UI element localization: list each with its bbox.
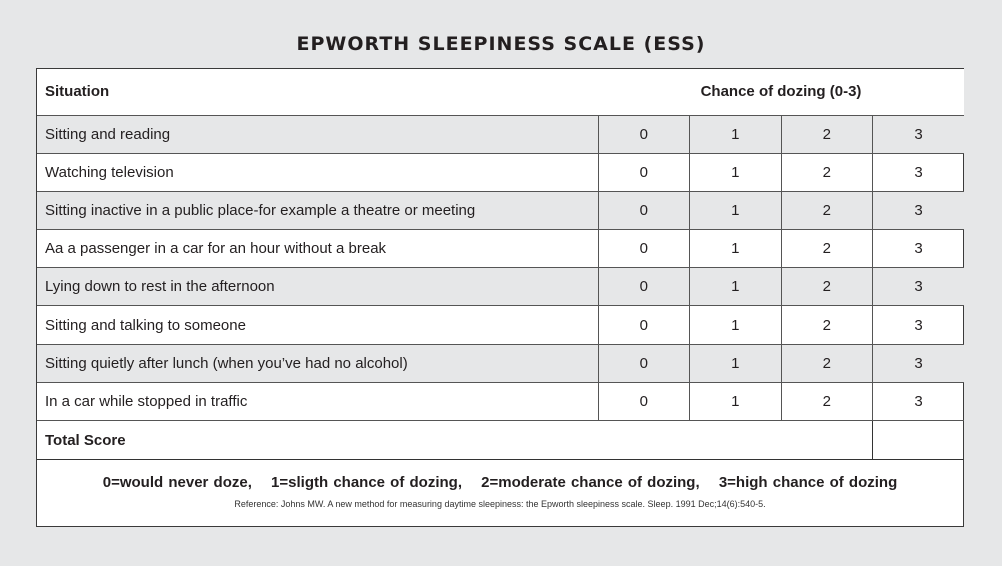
table-row	[37, 191, 964, 229]
header-situation: Situation	[37, 69, 598, 115]
score-option-1[interactable]: 1	[690, 115, 782, 153]
score-option-0[interactable]: 0	[598, 230, 690, 268]
score-option-0[interactable]: 0	[598, 115, 690, 153]
score-option-1[interactable]: 1	[690, 230, 782, 268]
score-option-3[interactable]: 3	[873, 115, 965, 153]
score-option-3[interactable]: 3	[873, 230, 965, 268]
score-option-2[interactable]: 2	[781, 306, 873, 344]
table-row	[37, 268, 964, 306]
reference-citation: Reference: Johns MW. A new method for measuring daytime sleepiness: the Epworth sleepiness scale. Sleep. 1991 Dec;14(6):540-5.	[234, 499, 766, 509]
total-row	[37, 421, 964, 460]
table-row	[37, 344, 964, 382]
score-option-2[interactable]: 2	[781, 230, 873, 268]
score-option-1[interactable]: 1	[690, 191, 782, 229]
score-option-2[interactable]: 2	[781, 382, 873, 420]
legend	[37, 460, 963, 509]
score-option-2[interactable]: 2	[781, 344, 873, 382]
situation-label: Watching television	[37, 153, 598, 191]
situation-label: Sitting quietly after lunch (when you’ve had no alcohol)	[37, 344, 598, 382]
score-option-1[interactable]: 1	[690, 268, 782, 306]
score-option-0[interactable]: 0	[598, 306, 690, 344]
table-row	[37, 153, 964, 191]
score-option-1[interactable]: 1	[690, 153, 782, 191]
score-option-2[interactable]: 2	[781, 115, 873, 153]
total-score-label: Total Score	[37, 421, 873, 460]
score-option-1[interactable]: 1	[690, 382, 782, 420]
situation-label: In a car while stopped in traffic	[37, 382, 598, 420]
score-option-1[interactable]: 1	[690, 344, 782, 382]
situation-label: Sitting inactive in a public place-for example a theatre or meeting	[37, 191, 598, 229]
legend-item-3: 3=high chance of dozing	[718, 474, 898, 491]
score-option-2[interactable]: 2	[781, 268, 873, 306]
ess-form	[36, 68, 964, 527]
score-option-1[interactable]: 1	[690, 306, 782, 344]
header-chance-of-dozing: Chance of dozing (0-3)	[598, 69, 964, 115]
ess-table	[37, 69, 964, 460]
score-option-3[interactable]: 3	[873, 344, 965, 382]
page-title: EPWORTH SLEEPINESS SCALE (ESS)	[296, 33, 706, 55]
table-header	[37, 69, 964, 115]
legend-item-0: 0=would never doze,	[102, 474, 252, 491]
score-option-2[interactable]: 2	[781, 153, 873, 191]
table-row	[37, 306, 964, 344]
score-option-3[interactable]: 3	[873, 268, 965, 306]
score-option-0[interactable]: 0	[598, 268, 690, 306]
table-row	[37, 382, 964, 420]
legend-item-2: 2=moderate chance of dozing,	[481, 474, 700, 491]
score-option-0[interactable]: 0	[598, 191, 690, 229]
total-score-field[interactable]	[873, 421, 965, 460]
score-option-2[interactable]: 2	[781, 191, 873, 229]
legend-scale	[37, 474, 963, 491]
situation-label: Sitting and reading	[37, 115, 598, 153]
situation-label: Sitting and talking to someone	[37, 306, 598, 344]
score-option-3[interactable]: 3	[873, 382, 965, 420]
score-option-0[interactable]: 0	[598, 344, 690, 382]
score-option-0[interactable]: 0	[598, 382, 690, 420]
situation-label: Aa a passenger in a car for an hour without a break	[37, 230, 598, 268]
situation-label: Lying down to rest in the afternoon	[37, 268, 598, 306]
score-option-3[interactable]: 3	[873, 153, 965, 191]
table-row	[37, 230, 964, 268]
score-option-3[interactable]: 3	[873, 306, 965, 344]
legend-item-1: 1=sligth chance of dozing,	[271, 474, 462, 491]
score-option-0[interactable]: 0	[598, 153, 690, 191]
score-option-3[interactable]: 3	[873, 191, 965, 229]
table-row	[37, 115, 964, 153]
